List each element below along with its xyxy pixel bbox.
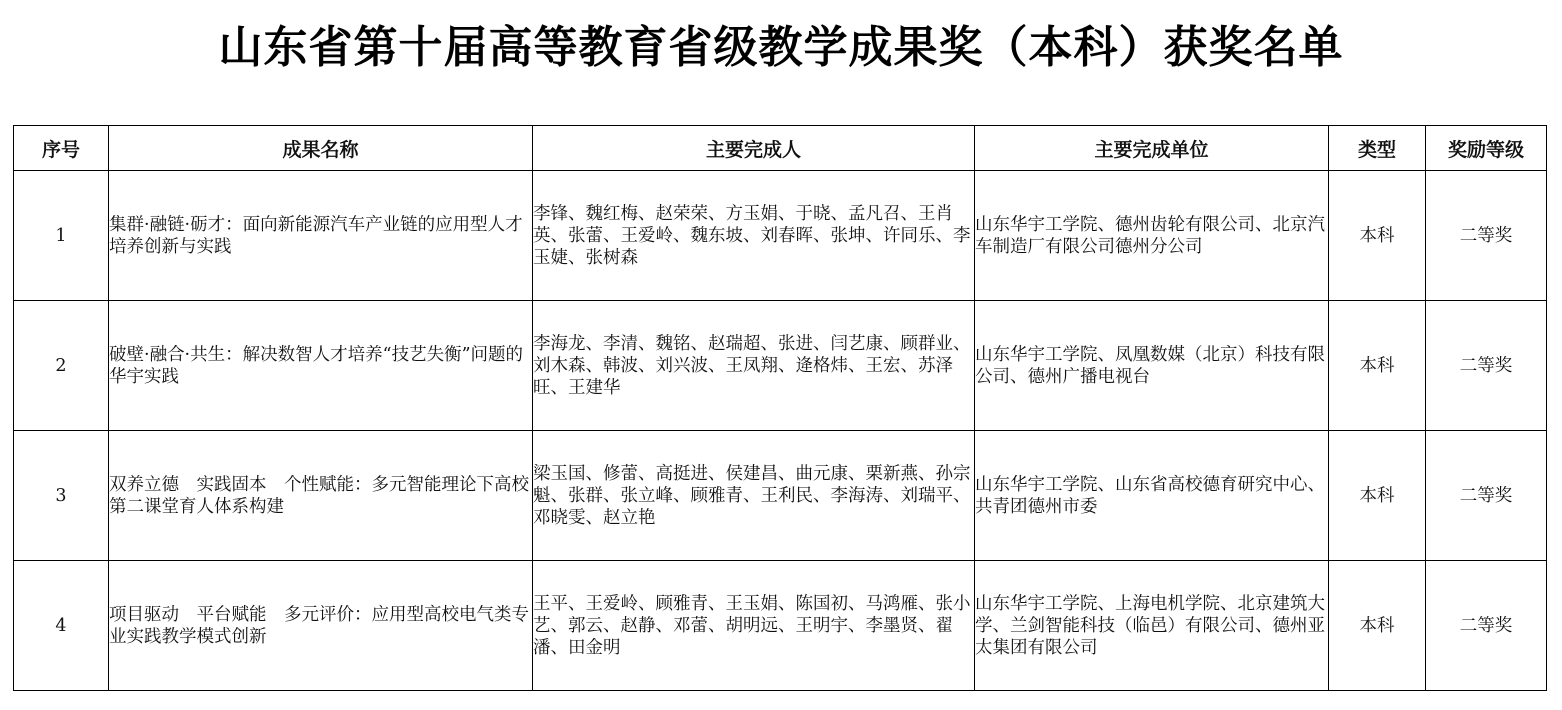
cell-level: 二等奖 [1426, 561, 1547, 691]
cell-people [533, 171, 975, 301]
cell-people-text: 梁玉国、修蕾、高挺进、侯建昌、曲元康、栗新燕、孙宗魁、张群、张立峰、顾雅青、王利民、李海涛、刘瑞平、邓晓雯、赵立艳 [533, 463, 971, 528]
table-header-row [14, 126, 1547, 171]
cell-no: 2 [14, 301, 109, 431]
cell-no: 3 [14, 431, 109, 561]
table-row [14, 301, 1547, 431]
cell-type: 本科 [1329, 561, 1426, 691]
table-row [14, 431, 1547, 561]
cell-people-text: 王平、王爱岭、顾雅青、王玉娟、陈国初、马鸿雁、张小艺、郭云、赵静、邓蕾、胡明远、王明宇、李墨贤、翟潘、田金明 [533, 593, 971, 658]
cell-name [109, 301, 533, 431]
cell-name [109, 171, 533, 301]
cell-name [109, 561, 533, 691]
cell-type: 本科 [1329, 431, 1426, 561]
header-people: 主要完成人 [533, 126, 975, 171]
cell-people [533, 561, 975, 691]
cell-unit [975, 431, 1329, 561]
cell-type: 本科 [1329, 301, 1426, 431]
cell-level: 二等奖 [1426, 431, 1547, 561]
header-type: 类型 [1329, 126, 1426, 171]
cell-unit-text: 山东华宇工学院、凤凰数媒（北京）科技有限公司、德州广播电视台 [975, 344, 1325, 387]
cell-unit-text: 山东华宇工学院、德州齿轮有限公司、北京汽车制造厂有限公司德州分公司 [975, 214, 1325, 257]
cell-unit [975, 171, 1329, 301]
cell-name-text: 项目驱动 平台赋能 多元评价：应用型高校电气类专业实践教学模式创新 [109, 604, 529, 647]
cell-people [533, 431, 975, 561]
header-no: 序号 [14, 126, 109, 171]
award-table [13, 125, 1547, 691]
table-row [14, 171, 1547, 301]
header-unit: 主要完成单位 [975, 126, 1329, 171]
cell-no: 1 [14, 171, 109, 301]
cell-unit [975, 301, 1329, 431]
cell-level: 二等奖 [1426, 171, 1547, 301]
cell-people-text: 李锋、魏红梅、赵荣荣、方玉娟、于晓、孟凡召、王肖英、张蕾、王爱岭、魏东坡、刘春晖、张坤、许同乐、李玉婕、张树森 [533, 203, 971, 268]
cell-name-text: 双养立德 实践固本 个性赋能：多元智能理论下高校第二课堂育人体系构建 [109, 474, 529, 517]
table-row [14, 561, 1547, 691]
cell-level: 二等奖 [1426, 301, 1547, 431]
cell-name [109, 431, 533, 561]
cell-unit-text: 山东华宇工学院、上海电机学院、北京建筑大学、兰剑智能科技（临邑）有限公司、德州亚太集团有限公司 [975, 593, 1325, 658]
cell-unit-text: 山东华宇工学院、山东省高校德育研究中心、共青团德州市委 [975, 474, 1325, 517]
cell-people-text: 李海龙、李清、魏铭、赵瑞超、张进、闫艺康、顾群业、刘木森、韩波、刘兴波、王凤翔、逄格炜、王宏、苏泽旺、王建华 [533, 333, 971, 398]
cell-unit [975, 561, 1329, 691]
header-level: 奖励等级 [1426, 126, 1547, 171]
header-name: 成果名称 [109, 126, 533, 171]
cell-name-text: 集群·融链·砺才：面向新能源汽车产业链的应用型人才培养创新与实践 [109, 214, 523, 257]
cell-name-text: 破壁·融合·共生：解决数智人才培养“技艺失衡”问题的华宇实践 [109, 344, 524, 387]
cell-people [533, 301, 975, 431]
cell-type: 本科 [1329, 171, 1426, 301]
cell-no: 4 [14, 561, 109, 691]
page-title: 山东省第十届高等教育省级教学成果奖（本科）获奖名单 [218, 22, 1344, 73]
